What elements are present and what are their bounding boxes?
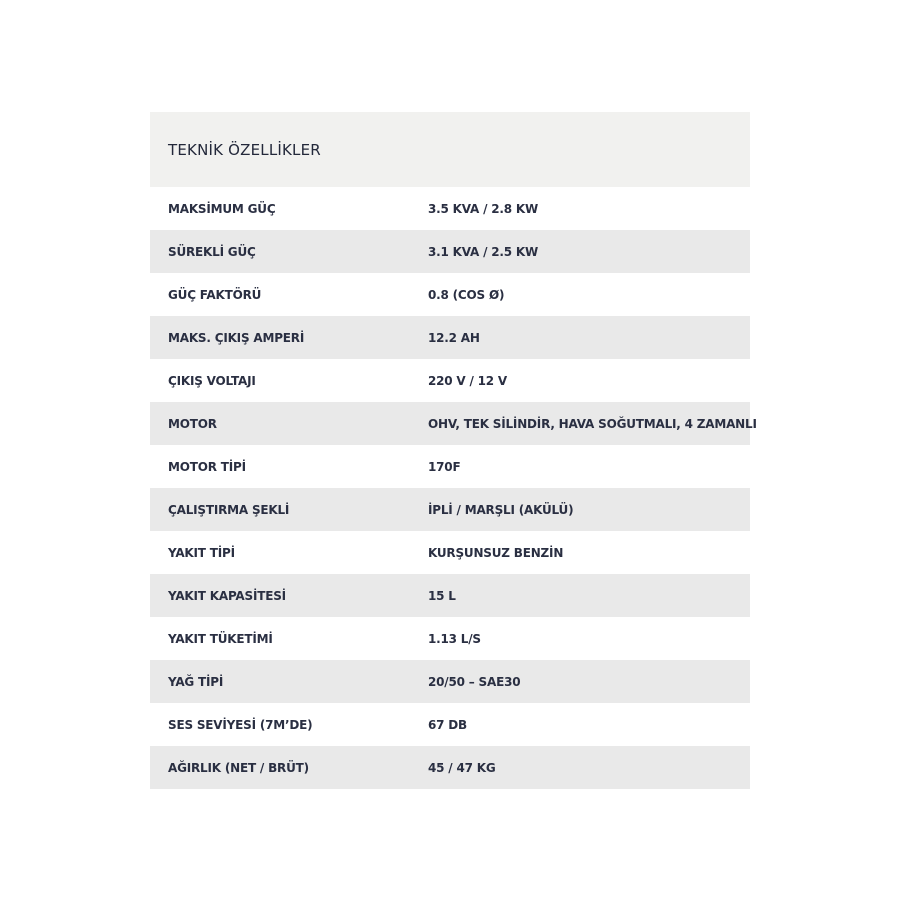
spec-label: GÜÇ FAKTÖRÜ	[168, 287, 262, 302]
table-row	[150, 746, 750, 789]
spec-label: YAĞ TİPİ	[168, 674, 224, 689]
spec-value: 12.2 AH	[428, 330, 480, 345]
table-row	[150, 703, 750, 746]
spec-label: YAKIT TÜKETİMİ	[168, 631, 273, 646]
spec-table	[150, 187, 757, 789]
table-row	[150, 187, 750, 230]
table-row	[150, 531, 750, 574]
spec-title: TEKNİK ÖZELLİKLER	[168, 140, 321, 159]
spec-value: 0.8 (COS Ø)	[428, 287, 505, 302]
spec-table-body	[150, 187, 757, 789]
spec-value: 220 V / 12 V	[428, 373, 508, 388]
spec-value: 15 L	[428, 588, 456, 603]
spec-label: MOTOR TİPİ	[168, 459, 246, 474]
spec-value: KURŞUNSUZ BENZİN	[428, 545, 564, 560]
spec-label: MOTOR	[168, 416, 217, 431]
spec-label: YAKIT TİPİ	[168, 545, 235, 560]
table-row	[150, 574, 750, 617]
spec-value: 1.13 L/S	[428, 631, 481, 646]
spec-label: MAKSİMUM GÜÇ	[168, 201, 276, 216]
spec-label: SES SEVİYESİ (7M’DE)	[168, 717, 313, 732]
table-row	[150, 230, 750, 273]
table-row	[150, 488, 750, 531]
spec-label: ÇIKIŞ VOLTAJI	[168, 373, 256, 388]
spec-value: 170F	[428, 459, 461, 474]
spec-card	[150, 112, 757, 789]
table-row	[150, 617, 750, 660]
table-row	[150, 316, 750, 359]
spec-value: 3.1 KVA / 2.5 KW	[428, 244, 539, 259]
table-row	[150, 359, 750, 402]
spec-label: SÜREKLİ GÜÇ	[168, 244, 256, 259]
spec-value: 3.5 KVA / 2.8 KW	[428, 201, 539, 216]
spec-label: MAKS. ÇIKIŞ AMPERİ	[168, 330, 305, 345]
spec-label: ÇALIŞTIRMA ŞEKLİ	[168, 502, 290, 517]
spec-header	[150, 112, 750, 187]
table-row	[150, 273, 750, 316]
spec-value: 45 / 47 KG	[428, 760, 496, 775]
table-row	[150, 445, 750, 488]
table-row	[150, 660, 750, 703]
spec-value: 67 DB	[428, 717, 467, 732]
spec-label: AĞIRLIK (NET / BRÜT)	[168, 760, 309, 775]
spec-value: İPLİ / MARŞLI (AKÜLÜ)	[428, 502, 574, 517]
spec-value: 20/50 – SAE30	[428, 674, 521, 689]
spec-label: YAKIT KAPASİTESİ	[168, 588, 286, 603]
spec-value: OHV, TEK SİLİNDİR, HAVA SOĞUTMALI, 4 ZAMANLI	[428, 416, 757, 431]
table-row	[150, 402, 750, 445]
